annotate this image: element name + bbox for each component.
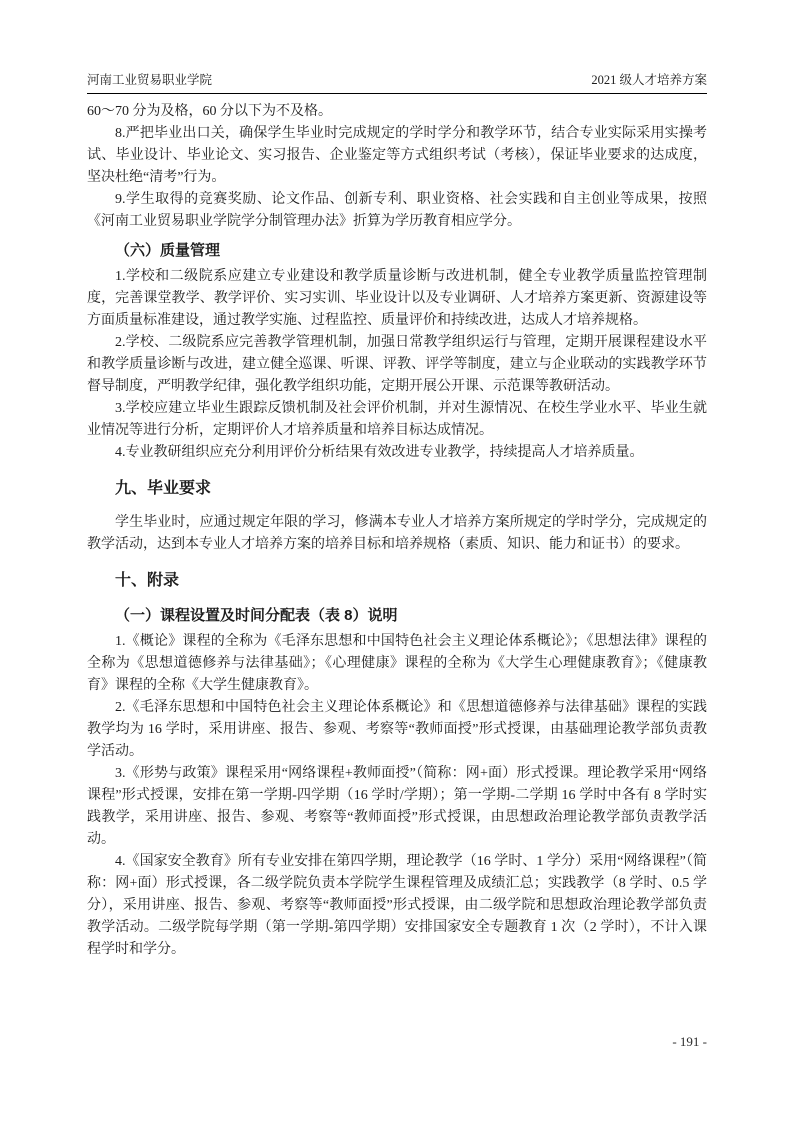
- heading-quality-management: （六）质量管理: [115, 242, 221, 259]
- paragraph-qm-2: 2.学校、二级院系应完善教学管理机制，加强日常教学组织运行与管理，定期开展课程建设水平和教学质量诊断与改进，建立健全巡课、听课、评教、评学等制度，建立与企业联动的实践教学环节督导制度，严明教学纪律，强化教学组织功能，定期开展公开课、示范课等教研活动。: [87, 335, 707, 394]
- paragraph-qm-3: 3.学校应建立毕业生跟踪反馈机制及社会评价机制，并对生源情况、在校生学业水平、毕业生就业情况等进行分析，定期评价人才培养质量和培养目标达成情况。: [87, 401, 707, 438]
- paragraph-item-8: 8.严把毕业出口关，确保学生毕业时完成规定的学时学分和教学环节，结合专业实际采用实操考试、毕业设计、毕业论文、实习报告、企业鉴定等方式组织考试（考核），保证毕业要求的达成度，坚决杜绝“清考”行为。: [87, 126, 707, 185]
- page-number: - 191 -: [672, 1034, 707, 1049]
- paragraph-item-9: 9.学生取得的竞赛奖励、论文作品、创新专利、职业资格、社会实践和自主创业等成果，按照《河南工业贸易职业学院学分制管理办法》折算为学历教育相应学分。: [87, 192, 707, 229]
- paragraph-note-4: 4.《国家安全教育》所有专业安排在第四学期，理论教学（16 学时、1 学分）采用“网络课程”（简称：网+面）形式授课，各二级学院负责本学院学生课程管理及成绩汇总；实践教学（8 学时、0.5 学分），采用讲座、报告、参观、考察等“教师面授”形式授课，由二级学院和思想政治理论教学部负责教学活动。二级学院每学期（第一学期-第四学期）安排国家安全专题教育 1 次（2 学时），不计入课程学时和学分。: [87, 854, 707, 957]
- paragraph-note-3: 3.《形势与政策》课程采用“网络课程+教师面授”（简称：网+面）形式授课。理论教学采用“网络课程”形式授课，安排在第一学期-四学期（16 学时/学期）；第一学期-二学期 16 学时中各有 8 学时实践教学，采用讲座、报告、参观、考察等“教师面授”形式授课，由思想政治理论教学部负责教学活动。: [87, 766, 707, 847]
- paragraph-note-2: 2.《毛泽东思想和中国特色社会主义理论体系概论》和《思想道德修养与法律基础》课程的实践教学均为 16 学时，采用讲座、报告、参观、考察等“教师面授”形式授课，由基础理论教学部负责教学活动。: [87, 700, 707, 759]
- heading-appendix: 十、附录: [115, 572, 180, 589]
- paragraph-qm-1: 1.学校和二级院系应建立专业建设和教学质量诊断与改进机制，健全专业教学质量监控管理制度，完善课堂教学、教学评价、实习实训、毕业设计以及专业调研、人才培养方案更新、资源建设等方面质量标准建设，通过教学实施、过程监控、质量评价和持续改进，达成人才培养规格。: [87, 269, 707, 328]
- paragraph-grade-scale: 60～70 分为及格，60 分以下为不及格。: [87, 104, 332, 119]
- heading-table8-notes: （一）课程设置及时间分配表（表 8）说明: [115, 607, 398, 624]
- page-header: [87, 70, 707, 94]
- header-document-title: 2021 级人才培养方案: [591, 73, 707, 87]
- page-footer: [87, 1034, 707, 1050]
- paragraph-qm-4: 4.专业教研组织应充分利用评价分析结果有效改进专业教学，持续提高人才培养质量。: [115, 445, 644, 460]
- header-school-name: 河南工业贸易职业学院: [87, 73, 213, 87]
- paragraph-note-1: 1.《概论》课程的全称为《毛泽东思想和中国特色社会主义理论体系概论》；《思想法律》课程的全称为《思想道德修养与法律基础》；《心理健康》课程的全称为《大学生心理健康教育》；《健康教育》课程的全称《大学生健康教育》。: [87, 634, 707, 693]
- heading-graduation-requirements: 九、毕业要求: [115, 480, 212, 497]
- document-body: [87, 101, 707, 961]
- paragraph-graduation: 学生毕业时，应通过规定年限的学习，修满本专业人才培养方案所规定的学时学分，完成规定的教学活动，达到本专业人才培养方案的培养目标和培养规格（素质、知识、能力和证书）的要求。: [87, 515, 707, 552]
